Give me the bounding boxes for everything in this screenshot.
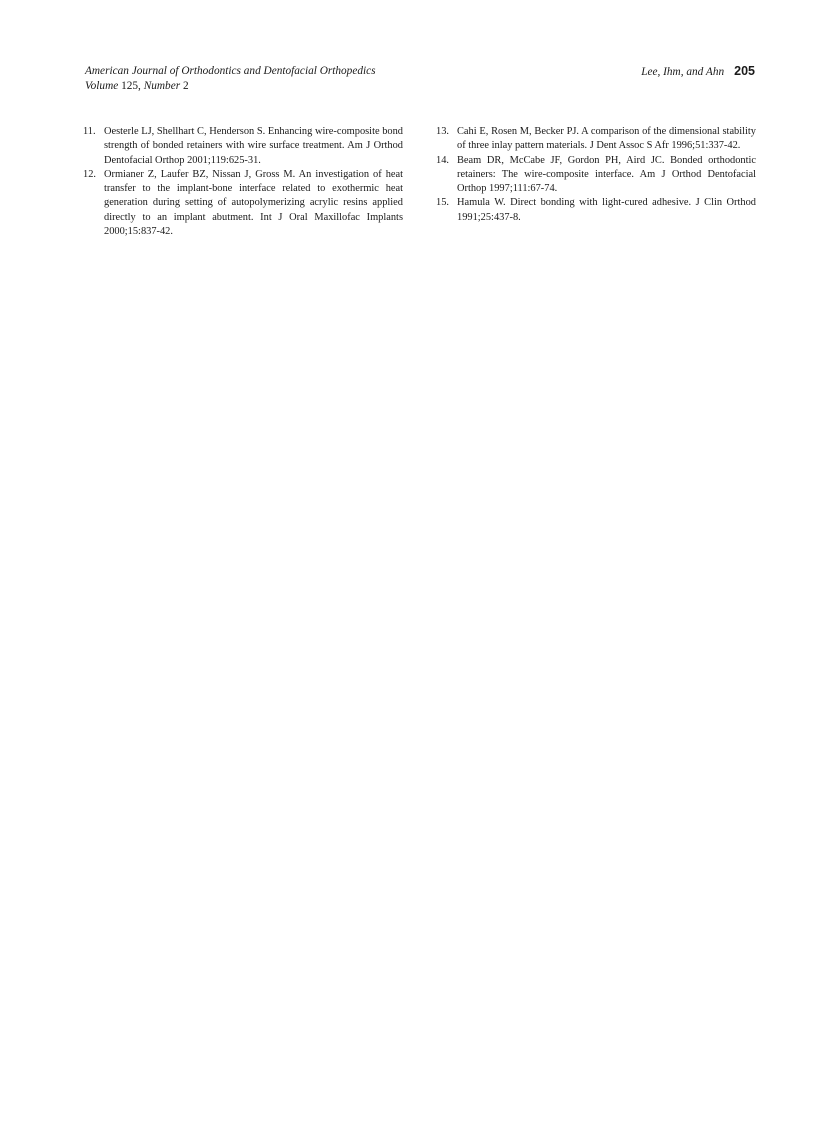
reference-text: Cahi E, Rosen M, Becker PJ. A comparison of the dimensional stability of three inlay pattern materials. J Dent Assoc S Afr 1996;51:337-42. [457,126,756,152]
running-header-journal [85,64,376,93]
number-label: Number [143,79,181,92]
reference-list-left-column [83,125,403,239]
reference-text: Beam DR, McCabe JF, Gordon PH, Aird JC. Bonded orthodontic retainers: The wire-composite interface. Am J Orthod Dentofacial Orthop 1997;111:67-74. [457,154,756,195]
authors: Lee, Ihm, and Ahn [641,66,725,78]
reference-text: Ormianer Z, Laufer BZ, Nissan J, Gross M. An investigation of heat transfer to the implant-bone interface related to exothermic heat generation during setting of autopolymerizing acrylic resins applied directly to an implant abutment. Int J Oral Maxillofac Implants 2000;15:837-42. [104,168,403,238]
volume-issue-line: Volume 125, Number 2 [85,79,189,92]
reference-item [436,154,756,197]
reference-number: 12. [83,168,96,180]
reference-number: 14. [436,154,449,166]
reference-item [436,125,756,154]
reference-number: 13. [436,126,449,137]
issue-number: 2 [182,79,189,92]
reference-item [83,168,403,239]
journal-title: American Journal of Orthodontics and Dentofacial Orthopedics [85,65,376,77]
reference-item [436,196,756,225]
reference-number: 11. [83,126,96,137]
page-number: 205 [734,64,755,78]
volume-label: Volume [85,79,119,92]
reference-text: Oesterle LJ, Shellhart C, Henderson S. Enhancing wire-composite bond strength of bonded retainers with wire surface treatment. Am J Orthod Dentofacial Orthop 2001;119:625-31. [104,126,403,166]
reference-list-right-column [436,125,756,225]
reference-number: 15. [436,197,449,209]
volume-number: 125 [121,79,139,92]
reference-item [83,125,403,168]
reference-text: Hamula W. Direct bonding with light-cured adhesive. J Clin Orthod 1991;25:437-8. [457,197,756,223]
running-header-authors [641,64,755,80]
